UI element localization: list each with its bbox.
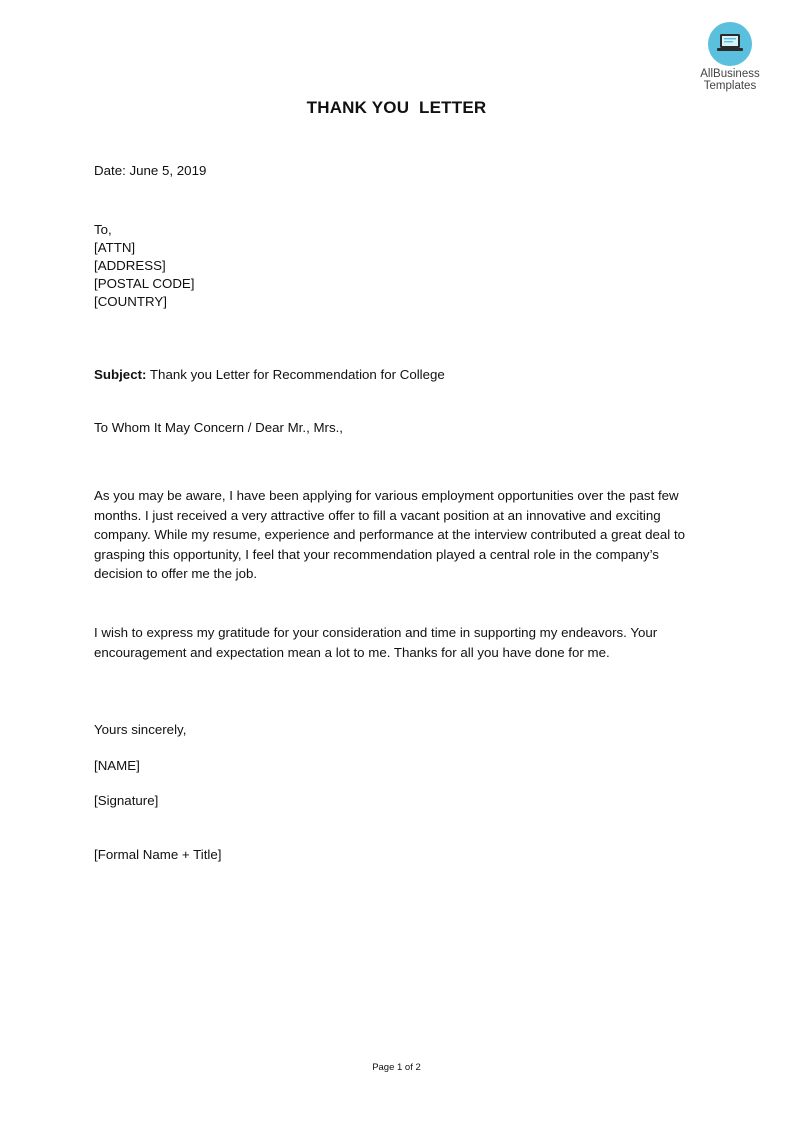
salutation: To Whom It May Concern / Dear Mr., Mrs., [94, 420, 343, 435]
logo-line-1: AllBusiness [700, 68, 760, 80]
body-paragraph-2: I wish to express my gratitude for your consideration and time in supporting my endeavors. Your encouragement and expectation mean a lot to me. Thanks for all you have done for me. [94, 625, 658, 660]
address-to: To, [94, 222, 112, 237]
letter-date: Date: June 5, 2019 [94, 163, 207, 178]
allbusiness-templates-logo [690, 22, 770, 92]
signature: [Signature] [94, 793, 159, 808]
subject-label: Subject: [94, 367, 147, 382]
letter-title: THANK YOU LETTER [306, 98, 487, 117]
address-postal-code: [POSTAL CODE] [94, 276, 195, 291]
logo-circle [708, 22, 752, 66]
page-number-footer: Page 1 of 2 [372, 1062, 421, 1073]
sender-name: [NAME] [94, 758, 140, 773]
subject-line [94, 366, 445, 384]
logo-text [690, 68, 770, 92]
closing: Yours sincerely, [94, 722, 187, 737]
address-attn: [ATTN] [94, 240, 136, 255]
address-street: [ADDRESS] [94, 258, 166, 273]
body-paragraph-1: As you may be aware, I have been applying for various employment opportunities over the past few months. I just received a very attractive offer to fill a vacant position at an innovative and exciting company. While my resume, experience and performance at the interview contributed a great deal to grasping this opportunity, I feel that your recommendation played a central role in the company’s decision to offer me the job. [94, 488, 686, 581]
formal-name-title: [Formal Name + Title] [94, 847, 222, 862]
logo-line-2: Templates [703, 80, 757, 92]
laptop-icon [716, 31, 744, 55]
recipient-address [94, 221, 195, 311]
address-country: [COUNTRY] [94, 294, 167, 309]
subject-text: Thank you Letter for Recommendation for College [146, 367, 445, 382]
